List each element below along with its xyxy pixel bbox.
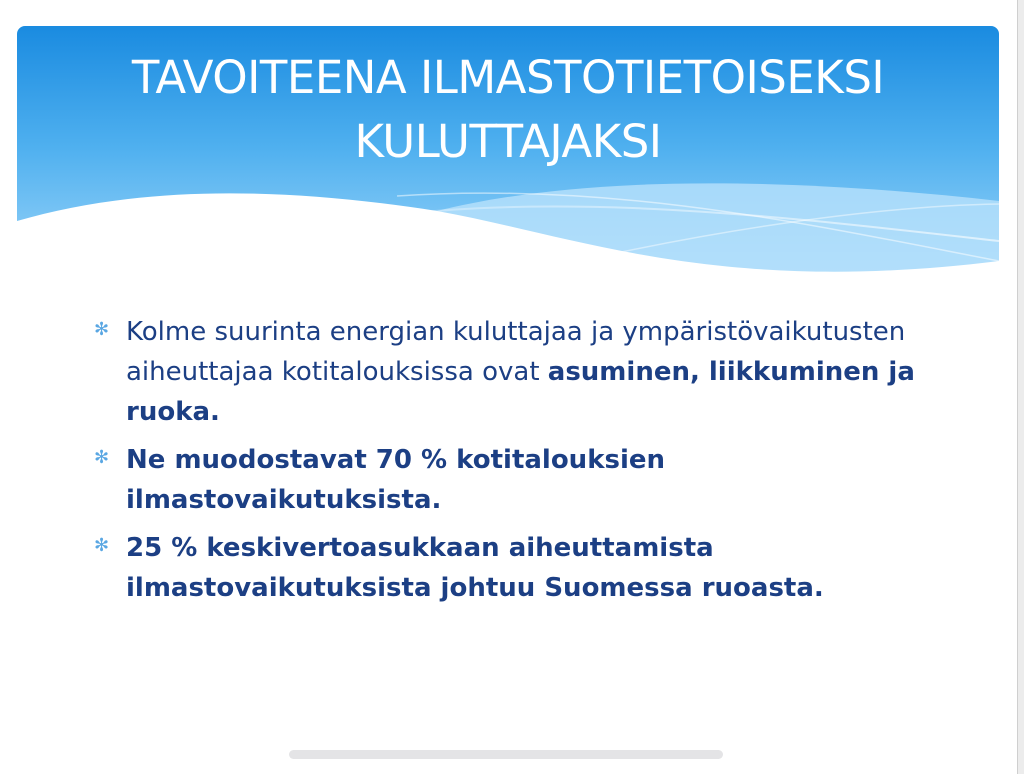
asterisk-bullet-icon: ✻ — [94, 447, 110, 468]
bullet-item-1 — [94, 312, 954, 432]
title-line-2: KULUTTAJAKSI — [354, 115, 662, 168]
bullet-3-text: 25 % keskivertoasukkaan aiheuttamista ilmastovaikutuksista johtuu Suomessa ruoasta. — [126, 533, 824, 603]
scroll-indicator[interactable] — [289, 750, 723, 759]
asterisk-bullet-icon: ✻ — [94, 319, 110, 340]
bullet-item-3 — [94, 528, 954, 608]
window-edge — [1017, 0, 1024, 774]
slide-title — [17, 46, 999, 174]
bullet-2-text: Ne muodostavat 70 % kotitalouksien ilmastovaikutuksista. — [126, 445, 666, 515]
bullet-1-bold-text: asuminen, liikkuminen ja ruoka. — [126, 357, 915, 427]
bullet-item-2 — [94, 440, 954, 520]
bullet-1-text: Kolme suurinta energian kuluttajaa ja ympäristövaikutusten aiheuttajaa kotitalouksissa ovat — [126, 317, 906, 387]
asterisk-bullet-icon: ✻ — [94, 535, 110, 556]
bullet-list — [94, 312, 954, 616]
title-line-1: TAVOITEENA ILMASTOTIETOISEKSI — [131, 51, 885, 104]
